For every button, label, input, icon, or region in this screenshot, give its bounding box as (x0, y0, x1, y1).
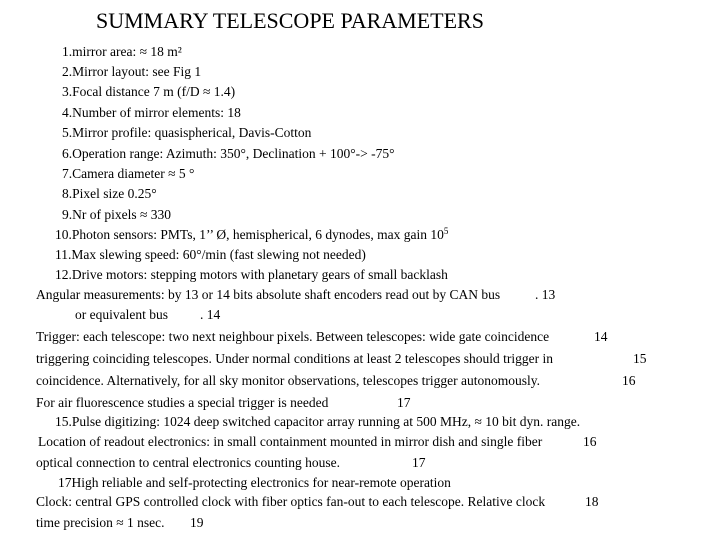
ref-number: 16 (622, 373, 636, 388)
param-item: 8.Pixel size 0.25° (62, 186, 157, 201)
clock-line: time precision ≈ 1 nsec. (36, 515, 165, 530)
trigger-line: triggering coinciding telescopes. Under normal conditions at least 2 telescopes should trigger in (36, 351, 553, 366)
clock-line: Clock: central GPS controlled clock with fiber optics fan-out to each telescope. Relative clock (36, 494, 546, 509)
gain-exponent: 5 (443, 226, 449, 236)
readout-line: Location of readout electronics: in small containment mounted in mirror dish and single fiber (38, 434, 543, 449)
trigger-line: coincidence. Alternatively, for all sky monitor observations, telescopes trigger autonomously. (36, 373, 540, 388)
ref-number: . 13 (535, 287, 556, 302)
param-item: 12.Drive motors: stepping motors with planetary gears of small backlash (55, 267, 448, 282)
param-item (55, 227, 448, 243)
param-item: 3.Focal distance 7 m (f/D ≈ 1.4) (62, 84, 236, 99)
param-item: 4.Number of mirror elements: 18 (62, 105, 241, 120)
param-item: 7.Camera diameter ≈ 5 ° (62, 166, 195, 181)
param-item: 1.mirror area: ≈ 18 m² (62, 44, 182, 59)
ref-number: 19 (190, 515, 204, 530)
ref-number: 15 (633, 351, 647, 366)
readout-line: optical connection to central electronics counting house. (36, 455, 341, 470)
page-title: SUMMARY TELESCOPE PARAMETERS (96, 8, 484, 33)
param-item: 9.Nr of pixels ≈ 330 (62, 207, 172, 222)
ref-number: 14 (594, 329, 608, 344)
trigger-line: For air fluorescence studies a special trigger is needed (36, 395, 329, 410)
param-item: 5.Mirror profile: quasispherical, Davis-Cotton (62, 125, 312, 140)
param-item: 6.Operation range: Azimuth: 350°, Declination + 100°-> -75° (62, 146, 395, 161)
pulse-line: 15.Pulse digitizing: 1024 deep switched capacitor array running at 500 MHz, ≈ 10 bit dyn. range. (55, 414, 581, 429)
ref-number: 17 (397, 395, 411, 410)
ref-number: 16 (583, 434, 597, 449)
reliable-line: 17High reliable and self-protecting electronics for near-remote operation (58, 475, 451, 490)
param-item-text: 10.Photon sensors: PMTs, 1’’ Ø, hemispherical, 6 dynodes, max gain 10 (55, 227, 444, 242)
ref-number: 17 (412, 455, 426, 470)
angular-line: or equivalent bus (75, 307, 168, 322)
ref-number: . 14 (200, 307, 221, 322)
angular-line: Angular measurements: by 13 or 14 bits absolute shaft encoders read out by CAN bus (36, 287, 501, 302)
param-item: 11.Max slewing speed: 60°/min (fast slewing not needed) (55, 247, 366, 262)
ref-number: 18 (585, 494, 599, 509)
trigger-line: Trigger: each telescope: two next neighbour pixels. Between telescopes: wide gate coincidence (36, 329, 550, 344)
param-item: 2.Mirror layout: see Fig 1 (62, 64, 202, 79)
